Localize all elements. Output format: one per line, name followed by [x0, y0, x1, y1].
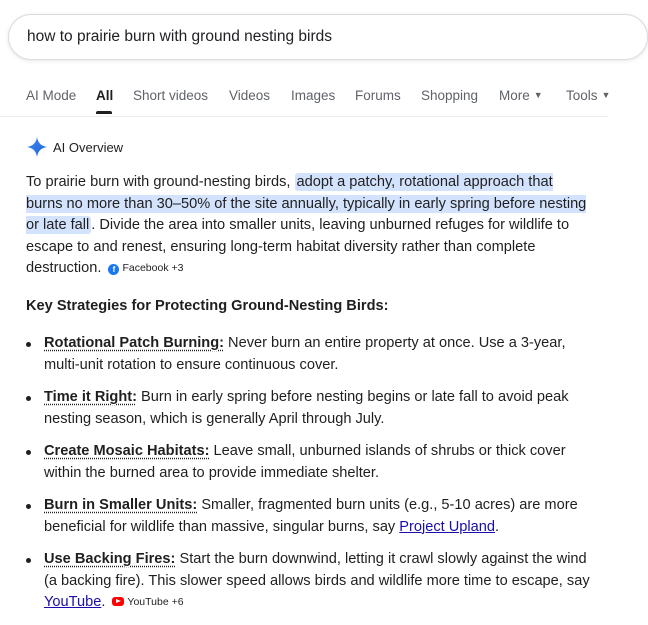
search-query[interactable]: how to prairie burn with ground nesting birds: [27, 28, 333, 45]
chip-label: YouTube +6: [127, 596, 184, 608]
overview-intro: [26, 172, 592, 280]
list-item: [26, 549, 592, 614]
tab-all[interactable]: All: [96, 88, 114, 103]
list-item: [26, 495, 592, 538]
strategy-term[interactable]: Time it Right:: [44, 389, 137, 405]
gemini-sparkle-icon: [26, 136, 48, 158]
chevron-down-icon: ▼: [601, 90, 611, 100]
project-upland-link[interactable]: Project Upland: [399, 518, 496, 535]
list-item: [26, 441, 592, 484]
tab-images[interactable]: Images: [291, 88, 336, 103]
active-tab-indicator: [96, 111, 112, 114]
strategy-text-end: .: [101, 594, 106, 610]
tab-tools-label: Tools: [566, 88, 598, 103]
ai-overview-content: [26, 172, 592, 625]
source-chip-youtube[interactable]: [109, 594, 188, 610]
search-tabs: [0, 78, 611, 116]
facebook-icon: f: [108, 264, 119, 275]
tab-videos[interactable]: Videos: [229, 88, 271, 103]
list-item: [26, 387, 592, 430]
strategies-heading: Key Strategies for Protecting Ground-Nesting Birds:: [26, 297, 389, 314]
youtube-icon: [112, 597, 124, 606]
strategy-text: Burn in early spring before nesting begins or late fall to avoid peak nesting season, which is generally April through July.: [44, 389, 569, 427]
chevron-down-icon: ▼: [533, 90, 543, 100]
tab-more[interactable]: [499, 88, 543, 103]
tab-forums[interactable]: Forums: [355, 88, 401, 103]
tab-more-label: More: [499, 88, 530, 103]
strategy-text: Start the burn downwind, letting it crawl slowly against the wind (a backing fire). This slower speed allows birds and wildlife more time to escape, say: [44, 551, 590, 589]
source-chip-facebook[interactable]: [105, 260, 188, 276]
tab-tools[interactable]: [566, 88, 610, 103]
ai-overview-title: AI Overview: [53, 140, 124, 155]
tab-ai-mode[interactable]: AI Mode: [26, 88, 77, 103]
list-item: [26, 333, 592, 376]
intro-text-after: . Divide the area into smaller units, leaving unburned refuges for wildlife to escape to and renest, ensuring long-term habitat diversity rather than complete destruction.: [26, 217, 570, 276]
youtube-link[interactable]: YouTube: [44, 594, 102, 610]
strategy-term[interactable]: Rotational Patch Burning:: [44, 335, 224, 351]
strategies-list: [26, 333, 592, 614]
tabs-divider: [0, 116, 608, 117]
strategy-text: Never burn an entire property at once. Use a 3-year, multi-unit rotation to ensure continuous cover.: [44, 335, 566, 373]
search-box[interactable]: [8, 14, 648, 60]
tab-short-videos[interactable]: Short videos: [133, 88, 209, 103]
strategy-term[interactable]: Use Backing Fires:: [44, 551, 176, 567]
intro-text-before: To prairie burn with ground-nesting birds,: [26, 174, 295, 190]
strategy-text: Smaller, fragmented burn units (e.g., 5-10 acres) are more beneficial for wildlife than massive, singular burns, say: [44, 497, 578, 535]
strategy-term[interactable]: Create Mosaic Habitats:: [44, 443, 210, 459]
strategy-text-end: .: [495, 518, 500, 535]
strategy-term[interactable]: Burn in Smaller Units:: [44, 497, 198, 513]
intro-highlighted-text: adopt a patchy, rotational approach that burns no more than 30–50% of the site annually, typically in early spring before nesting or late fall: [26, 174, 587, 233]
strategy-text: Leave small, unburned islands of shrubs or thick cover within the burned area to provide immediate shelter.: [44, 443, 566, 481]
tab-shopping[interactable]: Shopping: [421, 88, 479, 103]
chip-label: Facebook +3: [122, 262, 184, 274]
